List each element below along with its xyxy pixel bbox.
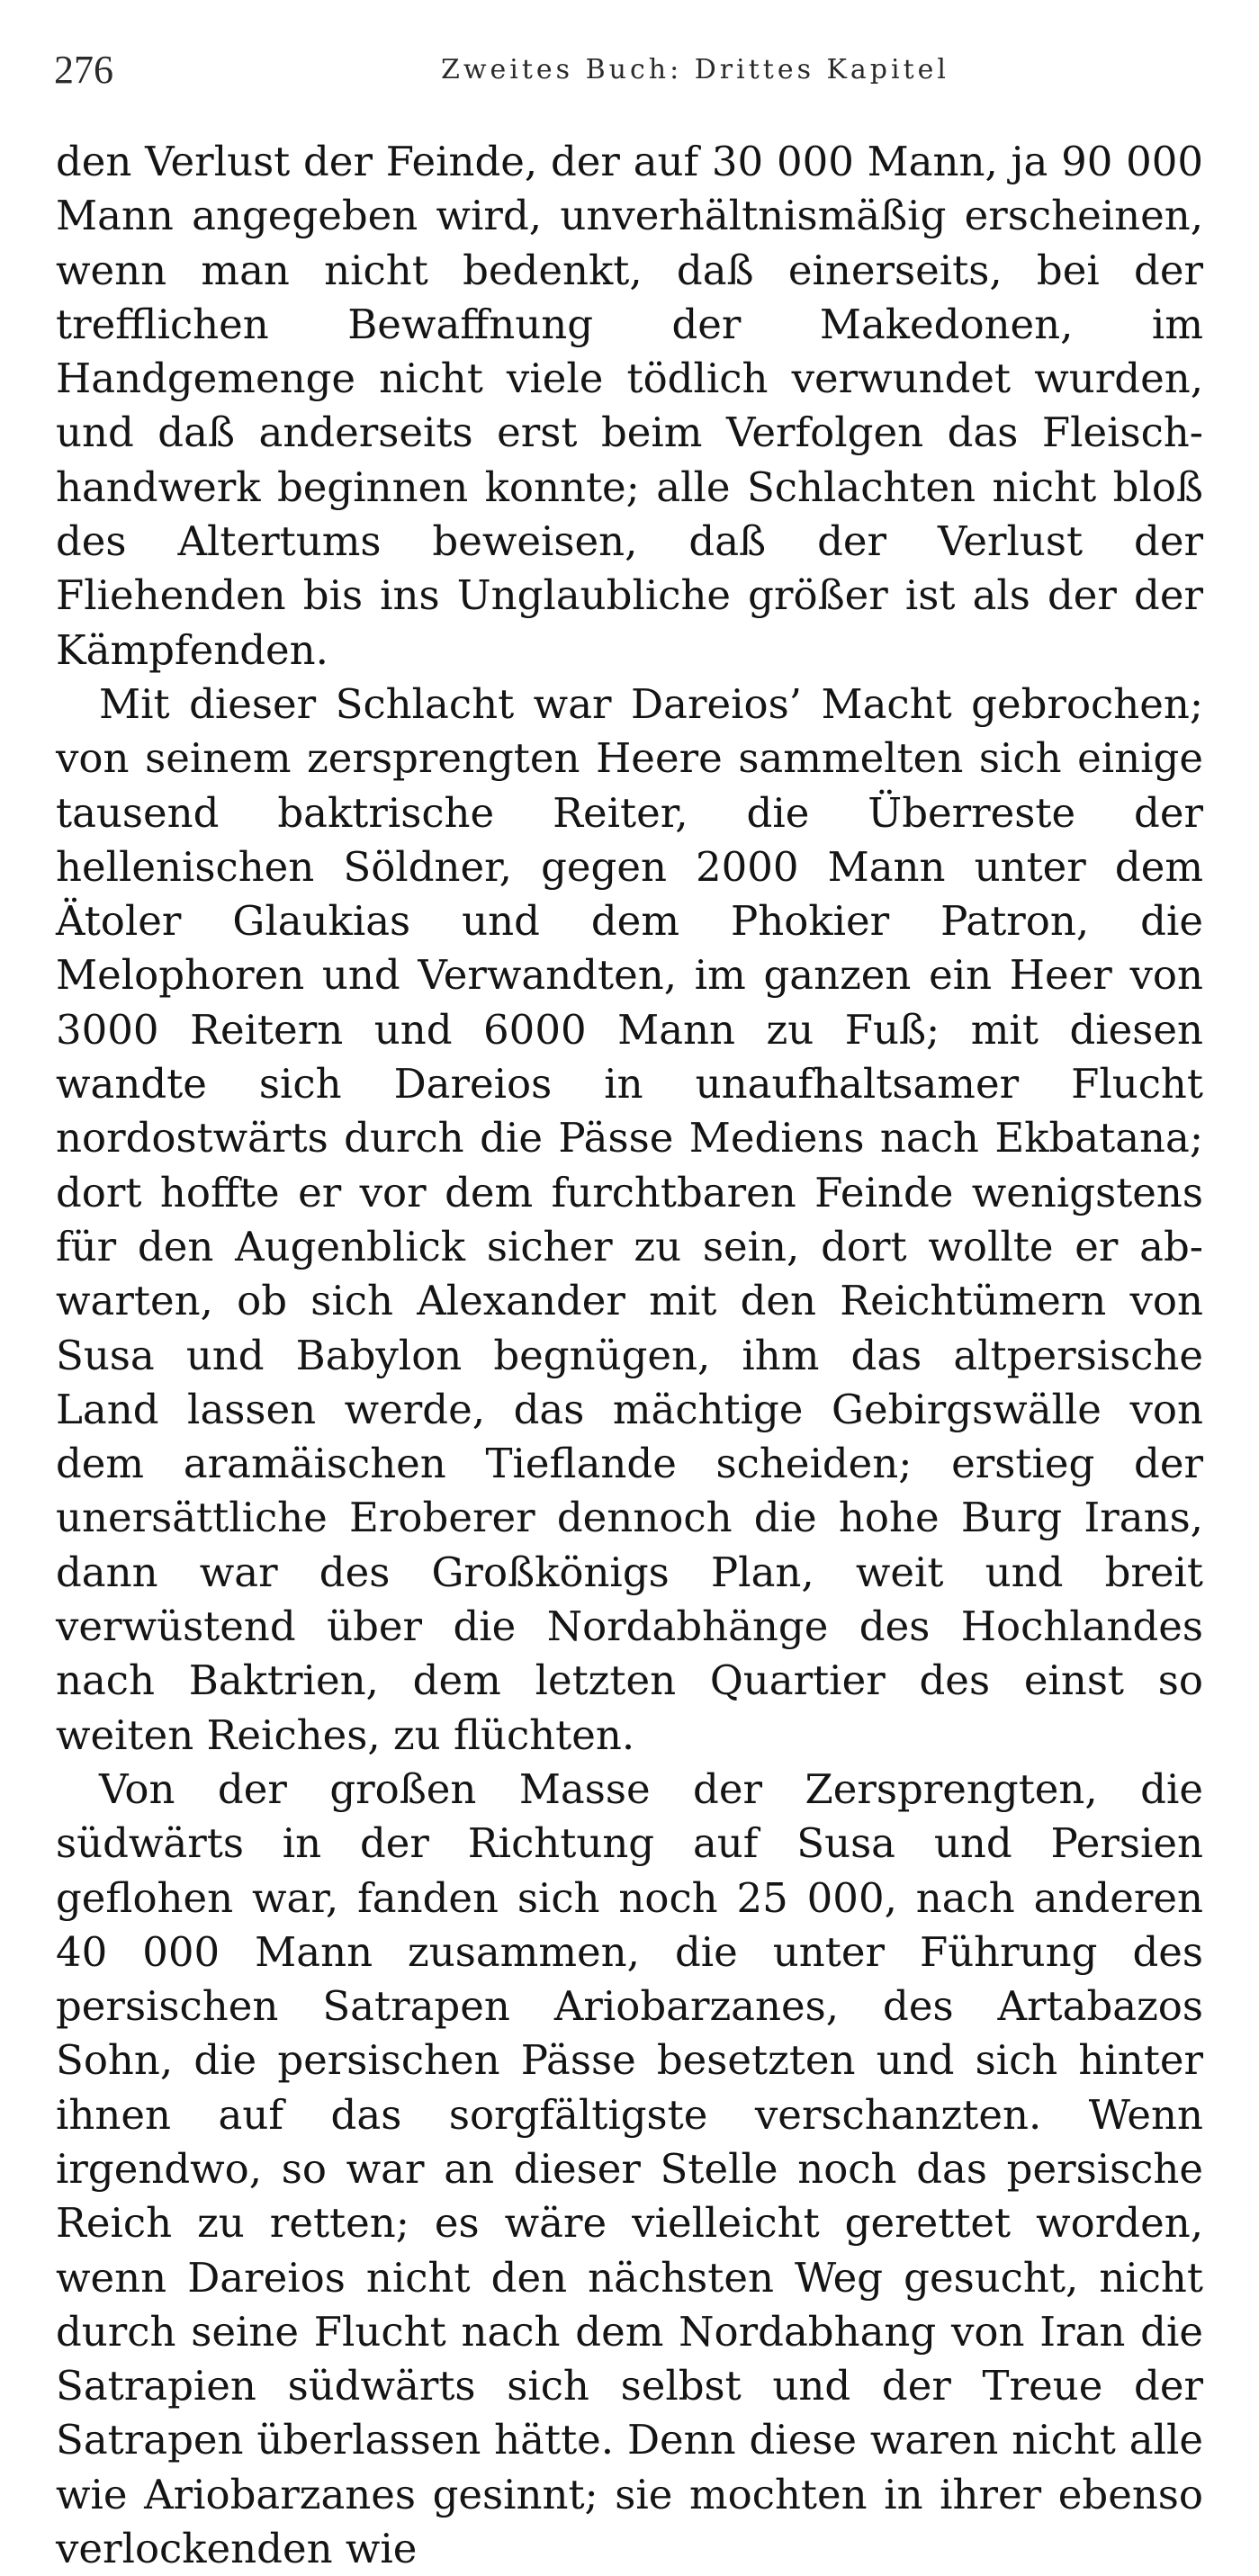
page-number: 276: [54, 48, 113, 92]
chapter-title: Zweites Buch: Drittes Kapitel: [440, 54, 950, 85]
paragraph-continuation: den Verlust der Feinde, der auf 30 000 Mann, ja 90 000 Mann angegeben wird, unverhältnismäßig erscheinen, wenn man nicht bedenkt, daß einerseits, bei der trefflichen Bewaffnung der Makedonen, im Handgemenge nicht viele tödlich verwundet wurden, und daß anderseits erst beim Verfolgen das Fleischhandwerk beginnen konnte; alle Schlachten nicht bloß des Altertums beweisen, daß der Verlust der Fliehenden bis ins Unglaubliche größer ist als der der Kämpfenden.: [56, 138, 1203, 674]
body-text: [56, 135, 1203, 2576]
running-head: [54, 43, 1201, 97]
paragraph-persian-gates: Von der großen Masse der Zersprengten, die südwärts in der Richtung auf Susa und Persien geflohen war, fanden sich noch 25 000, nach anderen 40 000 Mann zusammen, die unter Führung des persischen Satrapen Ariobarzanes, des Artabazos Sohn, die persischen Pässe besetzten und sich hinter ihnen auf das sorgfältigste verschanzten. Wenn irgendwo, so war an dieser Stelle noch das persische Reich zu retten; es wäre vielleicht gerettet worden, wenn Dareios nicht den nächsten Weg gesucht, nicht durch seine Flucht nach dem Nordabhang von Iran die Satrapien südwärts sich selbst und der Treue der Satrapen überlassen hätte. Denn diese waren nicht alle wie Ariobarzanes gesinnt; sie mochten in ihrer ebenso verlockenden wie: [56, 1764, 1203, 2573]
paragraph-dareios-flight: Mit dieser Schlacht war Dareios’ Macht gebrochen; von seinem zersprengten Heere sammelten sich einige tausend baktrische Reiter, die Überreste der hellenischen Söldner, gegen 2000 Mann unter dem Ätoler Glaukias und dem Phokier Patron, die Melophoren und Verwandten, im ganzen ein Heer von 3000 Reitern und 6000 Mann zu Fuß; mit diesen wandte sich Dareios in unaufhaltsamer Flucht nordostwärts durch die Pässe Mediens nach Ekbatana; dort hoffte er vor dem furchtbaren Feinde wenigstens für den Augenblick sicher zu sein, dort wollte er abwarten, ob sich Alexander mit den Reichtümern von Susa und Babylon begnügen, ihm das altpersische Land lassen werde, das mächtige Gebirgswälle von dem aramäischen Tieflande scheiden; erstieg der unersättliche Eroberer dennoch die hohe Burg Irans, dann war des Großkönigs Plan, weit und breit verwüstend über die Nordabhänge des Hochlandes nach Baktrien, dem letzten Quartier des einst so weiten Reiches, zu flüchten.: [56, 679, 1203, 1759]
